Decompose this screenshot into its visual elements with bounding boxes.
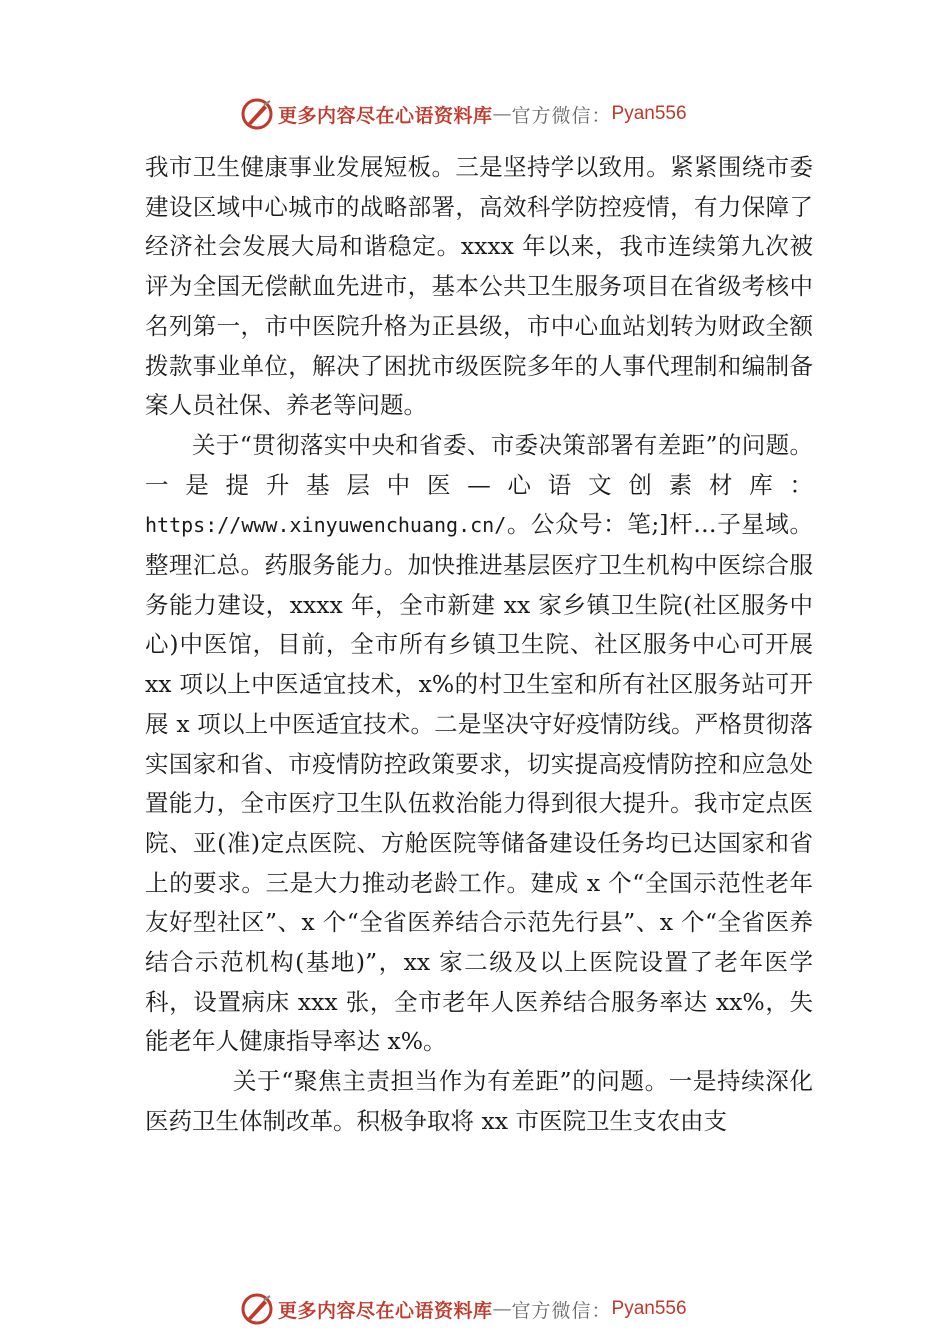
header-watermark xyxy=(240,96,687,132)
watermark-label: 官方微信： xyxy=(511,104,612,127)
paragraph-2 xyxy=(145,426,813,1062)
watermark-separator: — xyxy=(492,103,512,125)
paragraph-2-text-b: 。公众号：笔;]杆…子星域。整理汇总。药服务能力。加快推进基层医疗卫生机构中医综合服务能力建设，xxxx 年，全市新建 xx 家乡镇卫生院(社区服务中心)中医馆，目前，全市所有乡镇卫生院、社区服务中心可开展 xx 项以上中医适宜技术，x%的村卫生室和所有社区服务站可开展 x 项以上中医适宜技术。二是坚决守好疫情防线。严格贯彻落实国家和省、市疫情防控政策要求，切实提高疫情防控和应急处置能力，全市医疗卫生队伍救治能力得到很大提升。我市定点医院、亚(准)定点医院、方舱医院等储备建设任务均已达国家和省上的要求。三是大力推动老龄工作。建成 x 个“全国示范性老年友好型社区”、x 个“全省医养结合示范先行县”、x 个“全省医养结合示范机构(基地)”，xx 家二级及以上医院设置了老年医学科，设置病床 xxx 张，全市老年人医养结合服务率达 xx%，失能老年人健康指导率达 x%。 xyxy=(145,510,813,1056)
watermark-handle: Pyan556 xyxy=(611,103,687,124)
watermark-brand: 更多内容尽在心语资料库 xyxy=(278,104,493,127)
watermark-separator: — xyxy=(492,1298,512,1320)
paragraph-1: 我市卫生健康事业发展短板。三是坚持学以致用。紧紧围绕市委建设区域中心城市的战略部署，高效科学防控疫情，有力保障了经济社会发展大局和谐稳定。xxxx 年以来，我市连续第九次被评为全国无偿献血先进市，基本公共卫生服务项目在省级考核中名列第一，市中医院升格为正县级，市中心血站划转为财政全额拨款事业单位，解决了困扰市级医院多年的人事代理制和编制备案人员社保、养老等问题。 xyxy=(145,153,813,420)
document-body xyxy=(145,148,813,1142)
source-url: https://www.xinyuwenchuang.cn/ xyxy=(145,513,507,538)
quill-pen-logo-icon xyxy=(240,97,274,131)
paragraph-2-text-a: 关于“贯彻落实中央和省委、市委决策部署有差距”的问题。一是提升基层中医—心语文创素材库： xyxy=(145,430,813,499)
watermark-label: 官方微信： xyxy=(511,1299,612,1322)
footer-watermark xyxy=(240,1291,687,1327)
watermark-handle: Pyan556 xyxy=(611,1298,687,1319)
watermark-brand: 更多内容尽在心语资料库 xyxy=(278,1299,493,1322)
quill-pen-logo-icon xyxy=(240,1292,274,1326)
paragraph-3: 关于“聚焦主责担当作为有差距”的问题。一是持续深化医药卫生体制改革。积极争取将 xx 市医院卫生支农由支 xyxy=(145,1067,813,1135)
